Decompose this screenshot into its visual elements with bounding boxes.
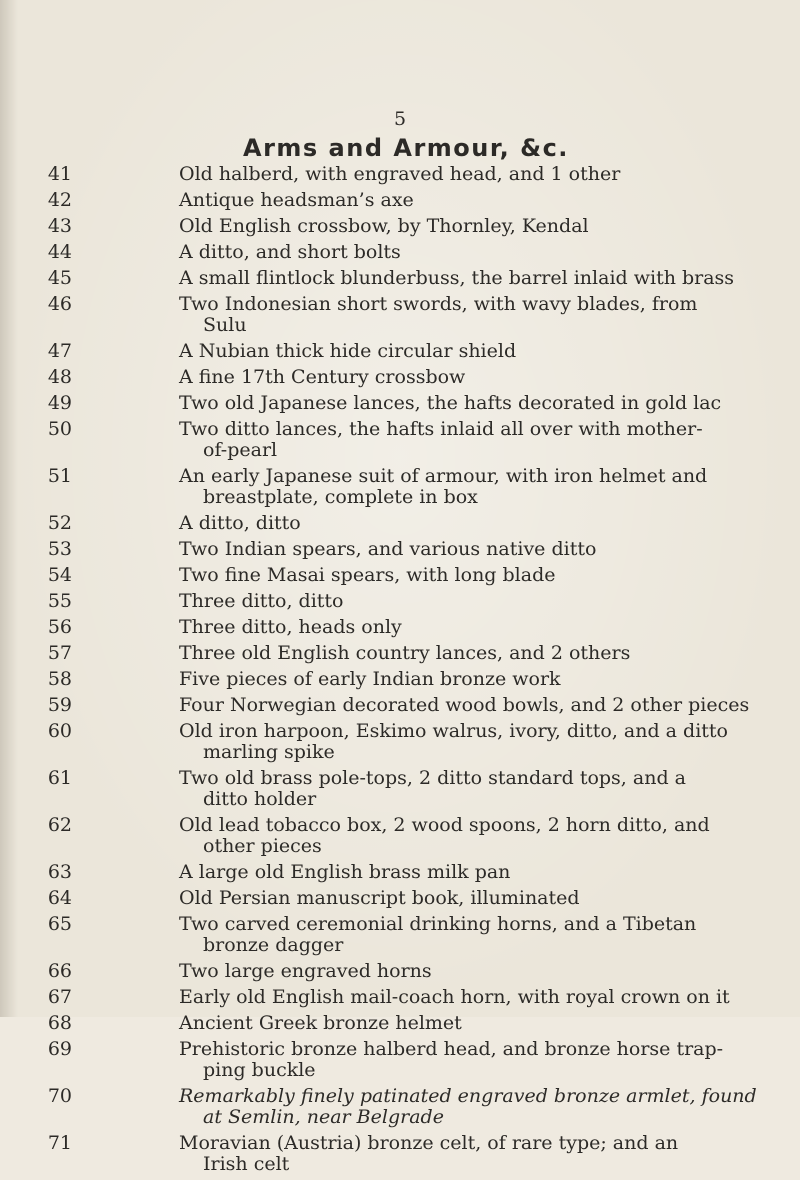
lot-description bbox=[179, 466, 787, 508]
lot-description-line: A ditto, and short bolts bbox=[179, 241, 401, 263]
lot-description-line: A large old English brass milk pan bbox=[179, 861, 511, 883]
lot-description-line: Ancient Greek bronze helmet bbox=[179, 1012, 462, 1034]
lot-number: 41 bbox=[47, 163, 72, 185]
lot-number: 70 bbox=[47, 1085, 72, 1107]
lot-description bbox=[179, 294, 787, 336]
lot-description bbox=[179, 341, 787, 362]
lot-list bbox=[0, 164, 800, 1180]
lot-description-line: An early Japanese suit of armour, with iron helmet and bbox=[179, 465, 708, 487]
lot-description-continuation: at Semlin, near Belgrade bbox=[203, 1106, 444, 1128]
lot-description-line: Two old Japanese lances, the hafts decorated in gold lac bbox=[179, 392, 722, 414]
lot-entry bbox=[0, 419, 800, 461]
lot-number: 45 bbox=[47, 267, 72, 289]
lot-description-line: Remarkably finely patinated engraved bronze armlet, found bbox=[179, 1085, 757, 1107]
lot-description bbox=[179, 617, 787, 638]
lot-number: 63 bbox=[47, 861, 72, 883]
lot-entry bbox=[0, 617, 800, 638]
lot-description-continuation: other pieces bbox=[203, 835, 322, 857]
lot-description bbox=[179, 961, 787, 982]
lot-description bbox=[179, 888, 787, 909]
lot-entry bbox=[0, 862, 800, 883]
lot-description-line: Two old brass pole-tops, 2 ditto standard tops, and a bbox=[179, 767, 686, 789]
lot-number: 67 bbox=[47, 986, 72, 1008]
lot-entry bbox=[0, 961, 800, 982]
lot-description-line: A Nubian thick hide circular shield bbox=[179, 340, 517, 362]
lot-description-continuation: ping buckle bbox=[203, 1059, 316, 1081]
lot-description bbox=[179, 164, 787, 185]
lot-description-continuation: bronze dagger bbox=[203, 934, 344, 956]
lot-entry bbox=[0, 721, 800, 763]
lot-number: 42 bbox=[47, 189, 72, 211]
lot-description bbox=[179, 768, 787, 810]
lot-entry bbox=[0, 815, 800, 857]
lot-description-line: Two fine Masai spears, with long blade bbox=[179, 564, 556, 586]
lot-description-line: Five pieces of early Indian bronze work bbox=[179, 668, 561, 690]
lot-description-continuation: ditto holder bbox=[203, 788, 317, 810]
lot-number: 43 bbox=[47, 215, 72, 237]
lot-description-line: Two large engraved horns bbox=[179, 960, 432, 982]
lot-entry bbox=[0, 164, 800, 185]
lot-number: 47 bbox=[47, 340, 72, 362]
lot-number: 60 bbox=[47, 720, 72, 742]
lot-description-line: Old iron harpoon, Eskimo walrus, ivory, ditto, and a ditto bbox=[179, 720, 728, 742]
lot-number: 53 bbox=[47, 538, 72, 560]
lot-description-line: Early old English mail-coach horn, with royal crown on it bbox=[179, 986, 730, 1008]
lot-description-line: Three ditto, ditto bbox=[179, 590, 344, 612]
lot-description-continuation: Sulu bbox=[203, 314, 247, 336]
lot-entry bbox=[0, 591, 800, 612]
lot-description bbox=[179, 862, 787, 883]
lot-description bbox=[179, 591, 787, 612]
lot-description-continuation: marling spike bbox=[203, 741, 335, 763]
lot-entry bbox=[0, 513, 800, 534]
lot-description-line: Two Indian spears, and various native ditto bbox=[179, 538, 597, 560]
page-number: 5 bbox=[393, 108, 407, 130]
lot-description-line: Prehistoric bronze halberd head, and bronze horse trap- bbox=[179, 1038, 724, 1060]
lot-number: 48 bbox=[47, 366, 72, 388]
lot-entry bbox=[0, 643, 800, 664]
lot-number: 58 bbox=[47, 668, 72, 690]
lot-entry bbox=[0, 341, 800, 362]
lot-number: 56 bbox=[47, 616, 72, 638]
lot-number: 64 bbox=[47, 887, 72, 909]
lot-entry bbox=[0, 1133, 800, 1175]
page-title: Arms and Armour, &c. bbox=[243, 134, 569, 162]
lot-description-line: Old English crossbow, by Thornley, Kendal bbox=[179, 215, 589, 237]
lot-number: 66 bbox=[47, 960, 72, 982]
lot-description bbox=[179, 190, 787, 211]
lot-description bbox=[179, 1013, 787, 1034]
lot-description bbox=[179, 987, 787, 1008]
lot-entry bbox=[0, 669, 800, 690]
lot-description bbox=[179, 721, 787, 763]
lot-description-line: Three ditto, heads only bbox=[179, 616, 402, 638]
lot-description-line: Old lead tobacco box, 2 wood spoons, 2 horn ditto, and bbox=[179, 814, 710, 836]
lot-description-line: A fine 17th Century crossbow bbox=[179, 366, 466, 388]
lot-number: 52 bbox=[47, 512, 72, 534]
lot-description-continuation: of-pearl bbox=[203, 439, 278, 461]
lot-description bbox=[179, 393, 787, 414]
lot-description-line: Two Indonesian short swords, with wavy blades, from bbox=[179, 293, 698, 315]
lot-entry bbox=[0, 695, 800, 716]
lot-description bbox=[179, 539, 787, 560]
lot-description bbox=[179, 367, 787, 388]
lot-description bbox=[179, 268, 787, 289]
lot-description-continuation: breastplate, complete in box bbox=[203, 486, 478, 508]
lot-entry bbox=[0, 294, 800, 336]
lot-number: 69 bbox=[47, 1038, 72, 1060]
lot-description bbox=[179, 565, 787, 586]
lot-description bbox=[179, 1039, 787, 1081]
lot-number: 46 bbox=[47, 293, 72, 315]
lot-description bbox=[179, 513, 787, 534]
lot-description bbox=[179, 815, 787, 857]
lot-number: 59 bbox=[47, 694, 72, 716]
lot-description bbox=[179, 914, 787, 956]
lot-description-line: Moravian (Austria) bronze celt, of rare type; and an bbox=[179, 1132, 679, 1154]
lot-description bbox=[179, 1133, 787, 1175]
lot-entry bbox=[0, 216, 800, 237]
lot-entry bbox=[0, 242, 800, 263]
lot-description bbox=[179, 643, 787, 664]
lot-description-line: A ditto, ditto bbox=[179, 512, 301, 534]
lot-description bbox=[179, 242, 787, 263]
lot-number: 71 bbox=[47, 1132, 72, 1154]
lot-entry bbox=[0, 466, 800, 508]
lot-description bbox=[179, 216, 787, 237]
lot-entry bbox=[0, 539, 800, 560]
lot-description-line: Three old English country lances, and 2 others bbox=[179, 642, 631, 664]
lot-entry bbox=[0, 1039, 800, 1081]
lot-entry bbox=[0, 768, 800, 810]
lot-description bbox=[179, 1086, 787, 1128]
lot-number: 55 bbox=[47, 590, 72, 612]
lot-number: 49 bbox=[47, 392, 72, 414]
lot-entry bbox=[0, 1086, 800, 1128]
lot-description-line: Old Persian manuscript book, illuminated bbox=[179, 887, 580, 909]
lot-number: 57 bbox=[47, 642, 72, 664]
lot-description-line: Four Norwegian decorated wood bowls, and 2 other pieces bbox=[179, 694, 750, 716]
lot-entry bbox=[0, 987, 800, 1008]
lot-description-line: Old halberd, with engraved head, and 1 other bbox=[179, 163, 621, 185]
lot-entry bbox=[0, 888, 800, 909]
lot-entry bbox=[0, 1013, 800, 1034]
lot-number: 51 bbox=[47, 465, 72, 487]
lot-number: 65 bbox=[47, 913, 72, 935]
lot-entry bbox=[0, 565, 800, 586]
lot-description bbox=[179, 669, 787, 690]
lot-entry bbox=[0, 367, 800, 388]
lot-description-line: A small flintlock blunderbuss, the barrel inlaid with brass bbox=[179, 267, 735, 289]
lot-number: 50 bbox=[47, 418, 72, 440]
lot-description-line: Two carved ceremonial drinking horns, and a Tibetan bbox=[179, 913, 697, 935]
lot-entry bbox=[0, 268, 800, 289]
lot-number: 68 bbox=[47, 1012, 72, 1034]
lot-description bbox=[179, 419, 787, 461]
lot-number: 62 bbox=[47, 814, 72, 836]
lot-description-continuation: Irish celt bbox=[203, 1153, 290, 1175]
lot-description bbox=[179, 695, 787, 716]
lot-description-line: Two ditto lances, the hafts inlaid all over with mother- bbox=[179, 418, 703, 440]
lot-entry bbox=[0, 190, 800, 211]
lot-description-line: Antique headsman’s axe bbox=[179, 189, 414, 211]
lot-number: 44 bbox=[47, 241, 72, 263]
lot-number: 54 bbox=[47, 564, 72, 586]
lot-entry bbox=[0, 393, 800, 414]
lot-entry bbox=[0, 914, 800, 956]
lot-number: 61 bbox=[47, 767, 72, 789]
